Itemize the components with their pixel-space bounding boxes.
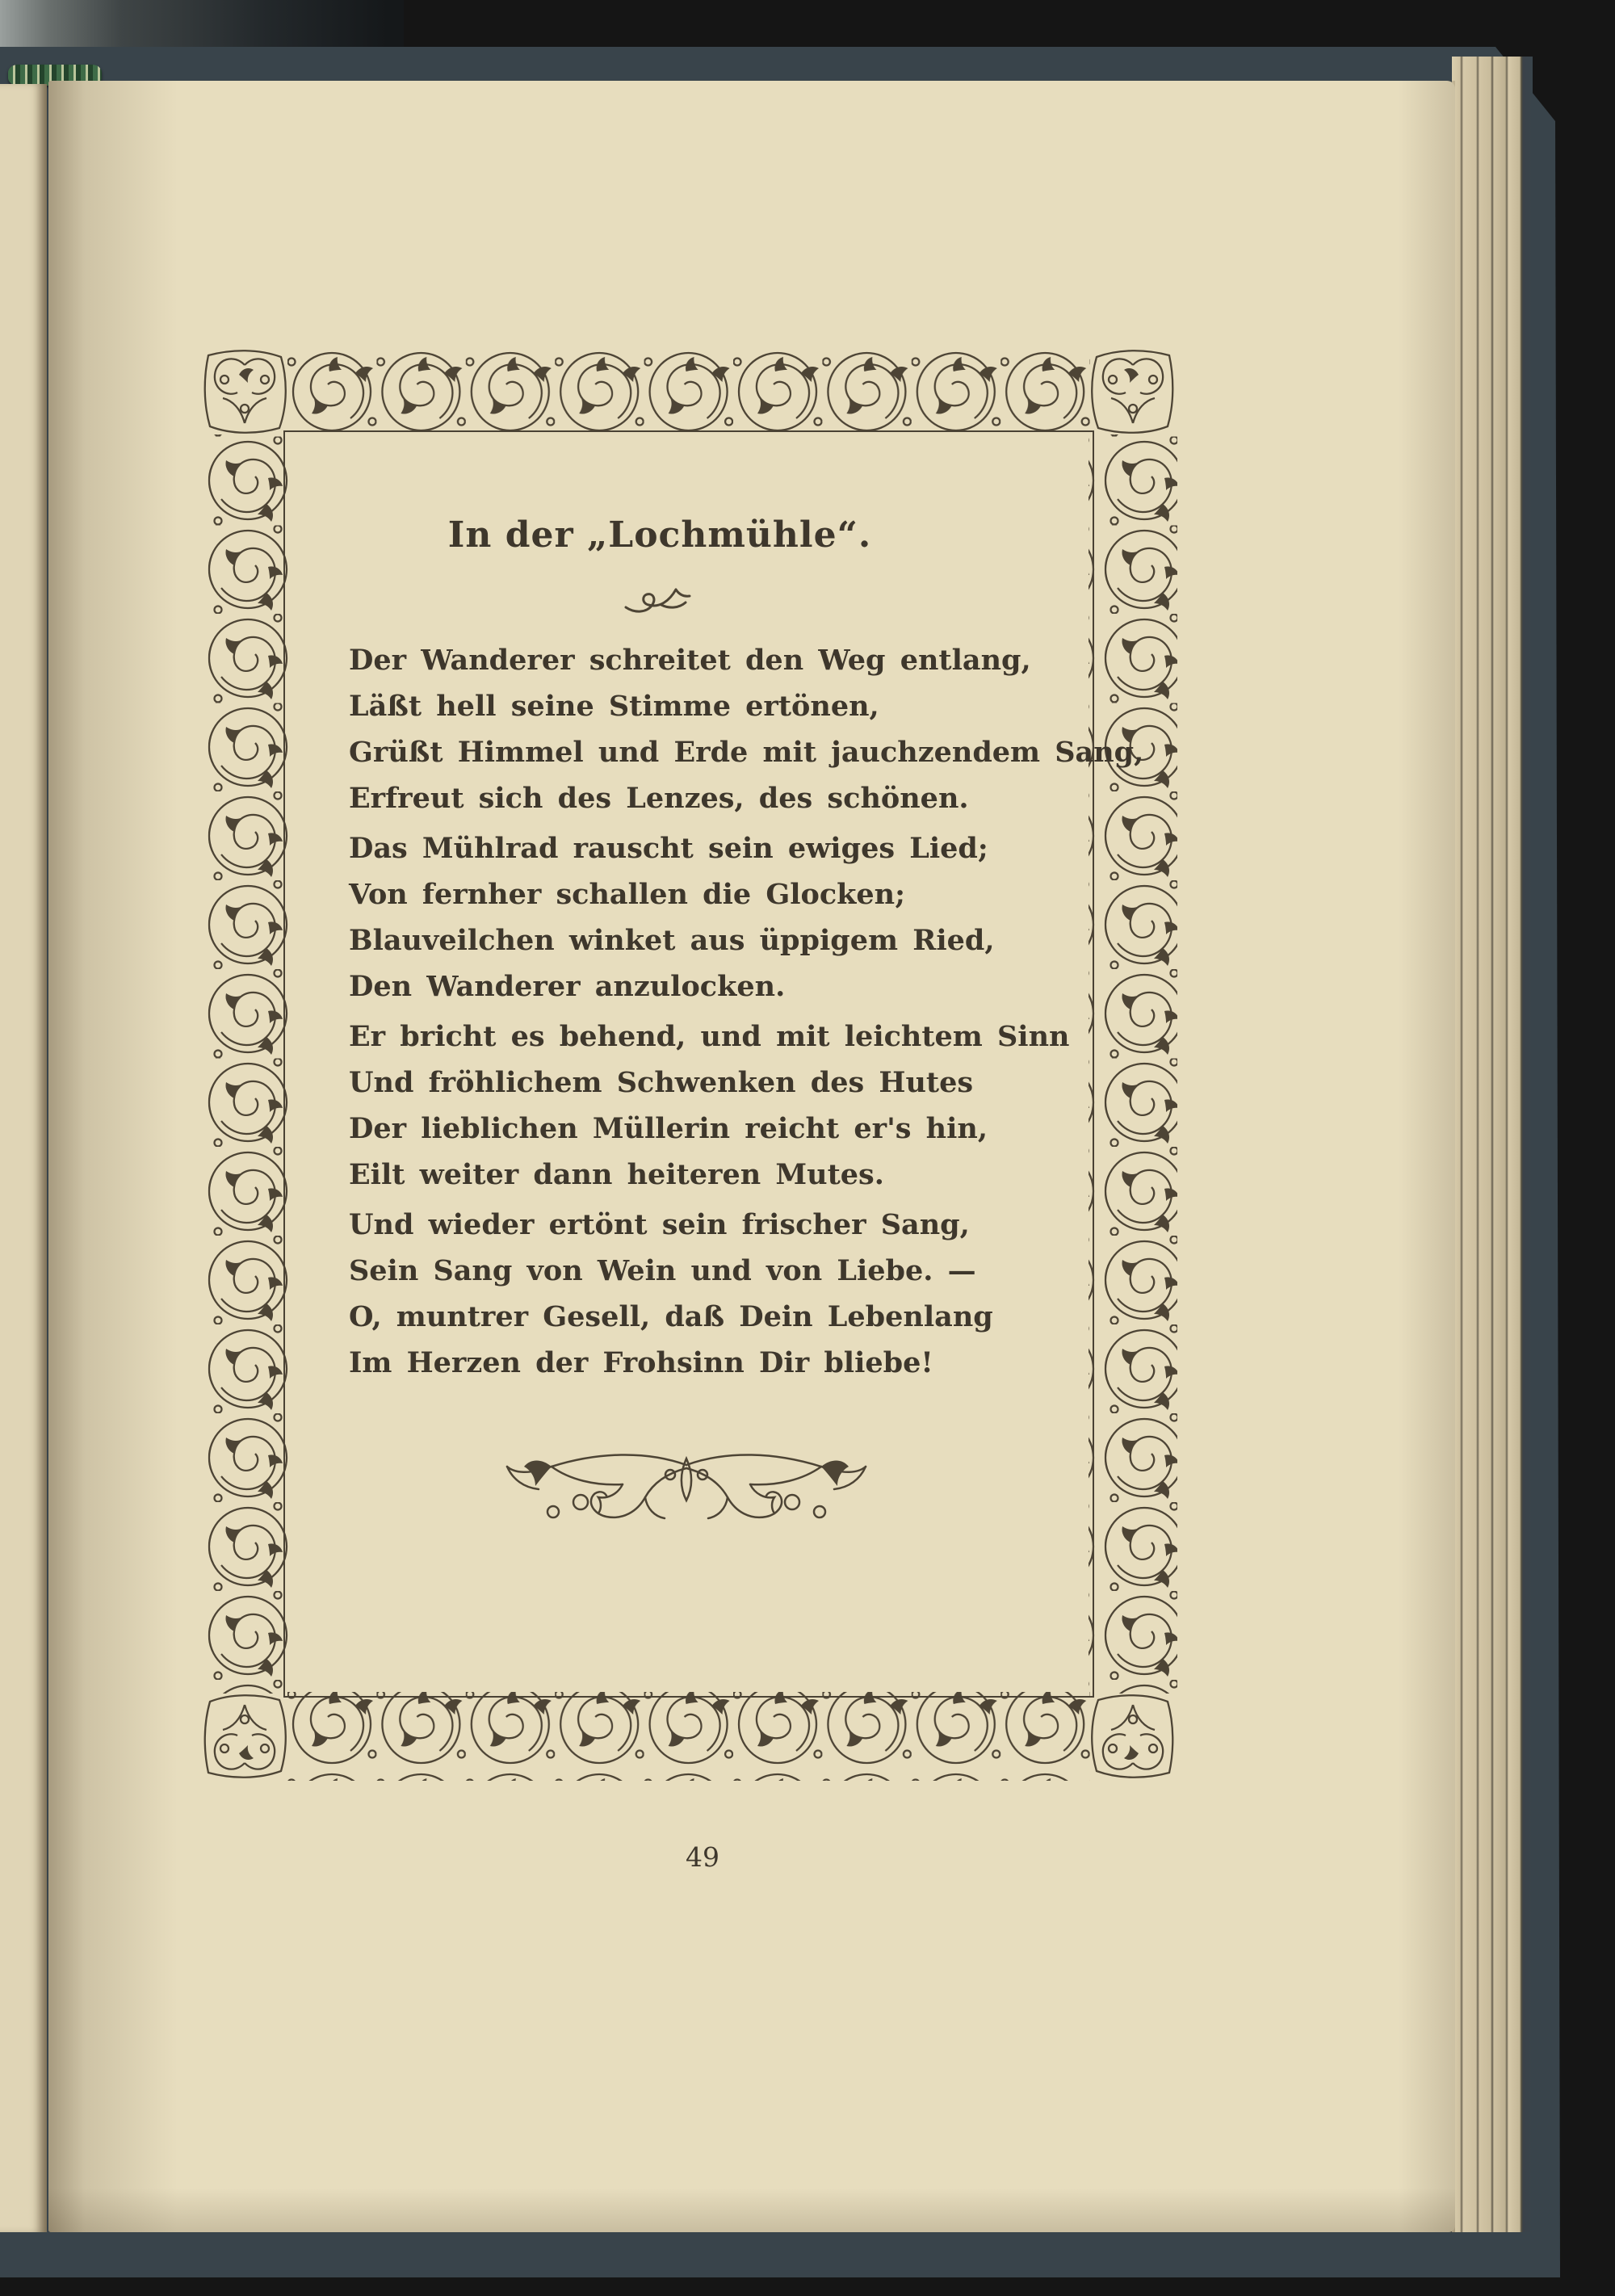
page-edge-shadow-bottom [48, 2188, 1455, 2232]
poem-line: Er bricht es behend, und mit leichtem Sinn [349, 1020, 1070, 1053]
poem-line: Der lieblichen Müllerin reicht er's hin, [349, 1112, 988, 1145]
book-spine-top [0, 0, 404, 52]
page-edges-stack [1452, 57, 1533, 2232]
book-page [48, 81, 1455, 2232]
poem-line: O, muntrer Gesell, daß Dein Lebenlang [349, 1300, 993, 1333]
gutter-shadow [48, 81, 178, 2232]
poem-line: Der Wanderer schreitet den Weg entlang, [349, 644, 1031, 677]
poem-line: Grüßt Himmel und Erde mit jauchzendem Sang, [349, 736, 1144, 769]
poem-line: Von fernher schallen die Glocken; [349, 878, 906, 911]
poem-line: Im Herzen der Frohsinn Dir bliebe! [349, 1346, 933, 1379]
page-number: 49 [686, 1841, 719, 1873]
stanza-1 [349, 637, 1144, 821]
poem-line: Sein Sang von Wein und von Liebe. — [349, 1254, 976, 1287]
page-edge-shadow-right [1399, 81, 1455, 2232]
poem-line: Und fröhlichem Schwenken des Hutes [349, 1066, 974, 1099]
poem-line: Und wieder ertönt sein frischer Sang, [349, 1208, 970, 1241]
stanza-3 [349, 1014, 1124, 1198]
poem-line: Den Wanderer anzulocken. [349, 970, 786, 1003]
poem-line: Eilt weiter dann heiteren Mutes. [349, 1158, 884, 1191]
poem-line: Das Mühlrad rauscht sein ewiges Lied; [349, 832, 988, 865]
poem-line: Läßt hell seine Stimme ertönen, [349, 690, 879, 723]
poem-title: In der „Lochmühle“. [447, 514, 872, 556]
stanza-2 [349, 825, 1124, 1009]
poem-line: Blauveilchen winket aus üppigem Ried, [349, 924, 995, 957]
tailpiece-ornament [505, 1444, 868, 1541]
title-flourish-ornament [619, 583, 700, 619]
facing-page-edge [0, 84, 47, 2232]
stanza-4 [349, 1202, 1124, 1386]
poem [349, 637, 1144, 1390]
poem-line: Erfreut sich des Lenzes, des schönen. [349, 782, 969, 815]
